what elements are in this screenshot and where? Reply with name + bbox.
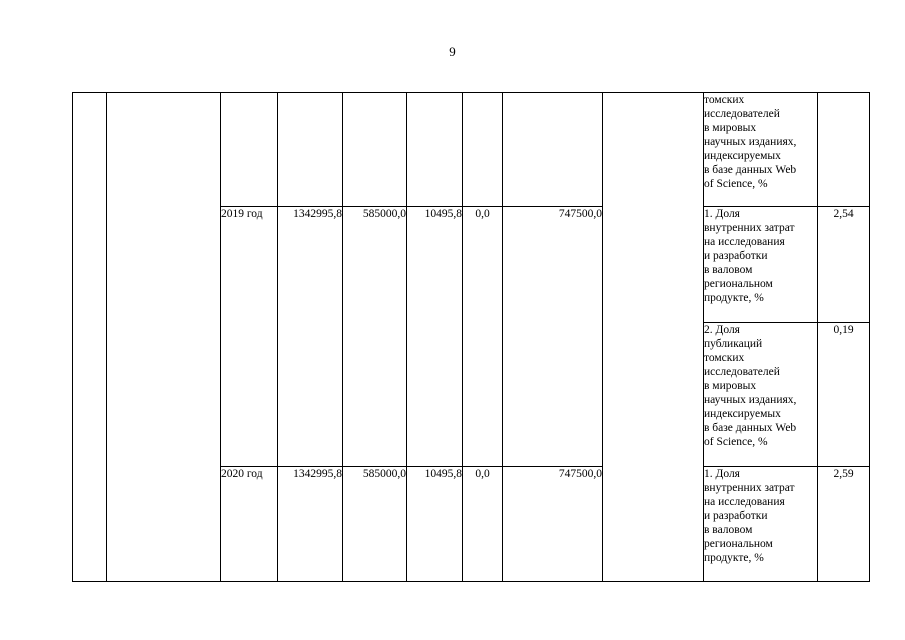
regional-cell: 10495,8 bbox=[407, 467, 463, 582]
indicator-cell bbox=[704, 207, 818, 323]
total-cell bbox=[278, 93, 343, 207]
program-financing-table bbox=[72, 92, 870, 582]
indicator-value bbox=[818, 93, 870, 207]
year-cell: 2019 год bbox=[221, 207, 278, 467]
executor-cell bbox=[603, 93, 704, 582]
federal-cell: 585000,0 bbox=[343, 467, 407, 582]
indicator-value: 2,54 bbox=[818, 207, 870, 323]
other-cell: 747500,0 bbox=[503, 467, 603, 582]
indicator-value: 2,59 bbox=[818, 467, 870, 582]
total-cell: 1342995,8 bbox=[278, 207, 343, 467]
indicator-text: томских исследователей в мировых научных изданиях, индексируемых в базе данных Web of Science, % bbox=[704, 94, 797, 190]
indicator-cell bbox=[704, 323, 818, 467]
task-name-cell bbox=[107, 93, 221, 582]
indicator-text: 1. Доля внутренних затрат на исследования и разработки в валовом региональном продукте, % bbox=[704, 468, 795, 564]
local-cell: 0,0 bbox=[463, 467, 503, 582]
table-row bbox=[73, 93, 870, 207]
local-cell bbox=[463, 93, 503, 207]
indicator-value: 0,19 bbox=[818, 323, 870, 467]
indicator-text: 1. Доля внутренних затрат на исследования и разработки в валовом региональном продукте, % bbox=[704, 208, 795, 304]
indicator-cell bbox=[704, 467, 818, 582]
local-cell: 0,0 bbox=[463, 207, 503, 467]
indicator-cell bbox=[704, 93, 818, 207]
federal-cell: 585000,0 bbox=[343, 207, 407, 467]
year-cell bbox=[221, 93, 278, 207]
other-cell bbox=[503, 93, 603, 207]
year-cell: 2020 год bbox=[221, 467, 278, 582]
other-cell: 747500,0 bbox=[503, 207, 603, 467]
page-number: 9 bbox=[449, 44, 456, 59]
number-cell bbox=[73, 93, 107, 582]
total-cell: 1342995,8 bbox=[278, 467, 343, 582]
regional-cell: 10495,8 bbox=[407, 207, 463, 467]
federal-cell bbox=[343, 93, 407, 207]
indicator-text: 2. Доля публикаций томских исследователей в мировых научных изданиях, индексируемых в базе данных Web of Science, % bbox=[704, 324, 797, 448]
regional-cell bbox=[407, 93, 463, 207]
